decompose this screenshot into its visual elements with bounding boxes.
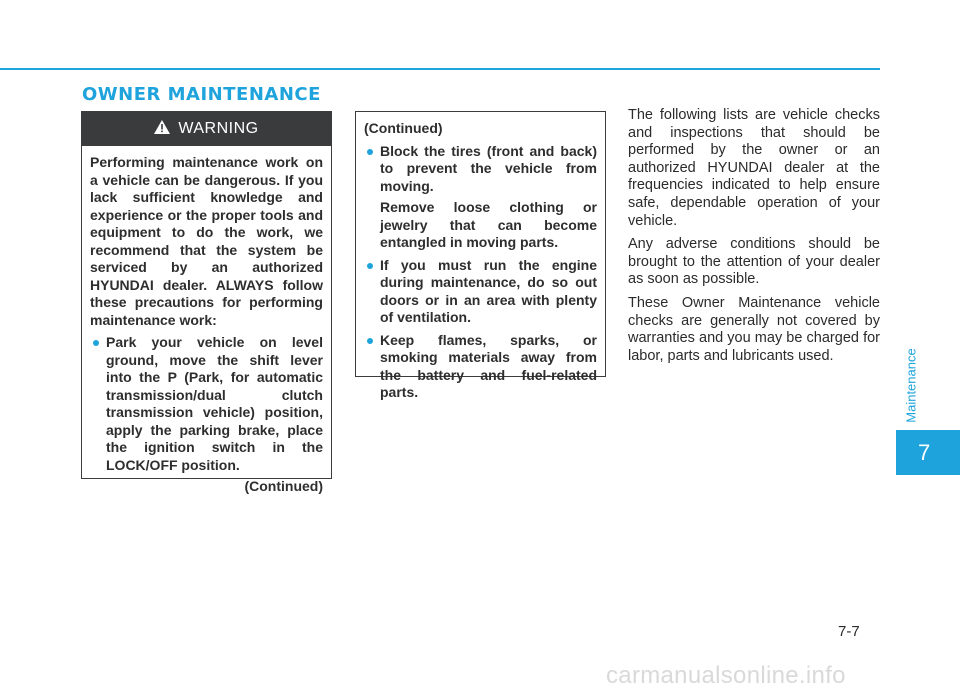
continued-warning-box [355, 111, 606, 400]
chapter-tab [896, 430, 960, 475]
right-column-text [628, 107, 880, 371]
continued-bullet-list [364, 143, 597, 196]
body-paragraph: Any adverse conditions should be brought to the attention of your dealer as soon as possible. [628, 236, 880, 288]
warning-body [82, 146, 331, 496]
continued-body [356, 112, 605, 402]
continued-label: (Continued) [244, 478, 323, 494]
warning-bullet-list [90, 334, 323, 474]
continued-bullet-item: Keep flames, sparks, or smoking materials away from the battery and fuel-related parts. [364, 332, 597, 402]
body-paragraph: The following lists are vehicle checks and inspections that should be performed by the owner or an authorized HYUNDAI dealer at the frequencies indicated to help ensure safe, dependable operation of your vehicle. [628, 107, 880, 229]
top-divider [0, 68, 880, 70]
warning-triangle-icon [154, 120, 170, 139]
watermark: carmanualsonline.info [606, 662, 846, 689]
side-section-label-text: Maintenance [903, 348, 919, 423]
chapter-number: 7 [918, 439, 931, 465]
continued-sub-paragraph: Remove loose clothing or jewelry that can become entangled in moving parts. [380, 199, 597, 250]
section-title: OWNER MAINTENANCE [82, 84, 321, 105]
continued-heading: (Continued) [364, 120, 443, 136]
side-section-label [898, 343, 924, 428]
warning-header [82, 112, 331, 146]
page-number: 7-7 [838, 623, 860, 640]
warning-intro: Performing maintenance work on a vehicle can be dangerous. If you lack sufficient knowledge and experience or the proper tools and equipment to do the work, we recommend that the system be serviced by an authorized HYUNDAI dealer. ALWAYS follow these precautions for performing maintenance work: [90, 154, 323, 328]
continued-bullet-list-2 [364, 257, 597, 402]
warning-box [81, 111, 332, 494]
warning-bullet-item: Park your vehicle on level ground, move the shift lever into the P (Park, for automatic transmission/dual clutch transmission vehicle) position, apply the parking brake, place the ignition switch in the LOCK/OFF position. [90, 334, 323, 474]
body-paragraph: These Owner Maintenance vehicle checks are generally not covered by warranties and you may be charged for labor, parts and lubricants used. [628, 294, 880, 364]
warning-title: WARNING [178, 120, 259, 137]
continued-bullet-item: If you must run the engine during maintenance, do so out doors or in an area with plenty of ventilation. [364, 257, 597, 327]
continued-bullet-item: Block the tires (front and back) to prevent the vehicle from moving. [364, 143, 597, 196]
